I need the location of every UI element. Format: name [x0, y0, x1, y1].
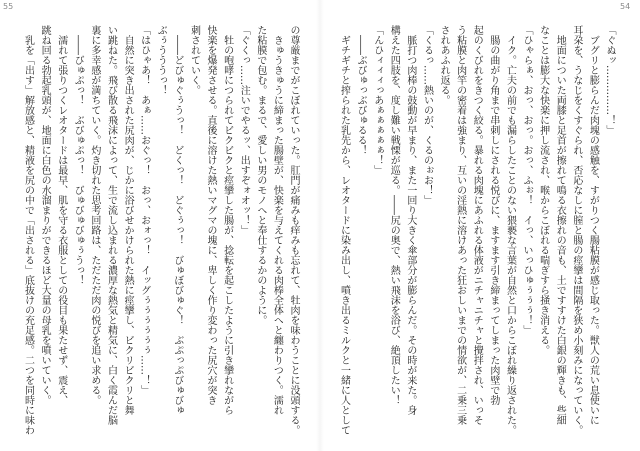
text-column: 起のくびれをきつく絞る。暴れる肉塊にあふれる体液がニチャニチャと攪拌され、いっそ [471, 25, 483, 425]
text-column: ぶぅうううっ！ [155, 25, 167, 95]
text-column: 「ぐくっ……注いでやるッ、出すぞォオッ！」 [238, 25, 250, 235]
page-left [18, 25, 301, 439]
text-column: い跳ねた。飛び散る飛沫によって、生で流し込まれる濃厚な熱気と精気に、白く霞んだ脳 [105, 25, 117, 425]
text-column: 「ひゃらぁ、おっ、おっ。おっ、ふぉ！ イっ、いっひゅぅぅぅ！」 [521, 25, 533, 335]
text-column: 自然に突き出された尻肉が、じかに浴びせかけられた熱に痙攣し、ビクリビクリと舞 [122, 25, 134, 415]
text-column: きゅうきゅうに締まった腸壁が、快楽を与えてくれる肉棒全体へと纏わりつく。濡れ [271, 25, 283, 415]
text-column: 裏に多幸感が満ちていく。灼き切れた思考回路は、ただただ肉の悦びを追い求める。 [88, 25, 100, 405]
text-column: されあふれ返る。 [438, 25, 450, 105]
page-gutter [316, 0, 324, 451]
text-column: 地面についた両膝と足首が擦れて鳴る衣擦れの音も、土ですすけた白銀の輝きも、些細 [554, 25, 566, 425]
text-column: 構えた四肢を、度し難い戦慄が巡る。――尻の奥で、熱い飛沫を浴び、絶頂したい！ [388, 25, 400, 405]
text-column: 乳を「出す」解放感と、精液を尻の中で「出される」底抜けの充足感。二つを同時に味わ [22, 25, 34, 435]
text-column: 腸の曲がり角まで串刺しにされる悦びに、ますます引き締まってしまった肉壁で勃 [487, 25, 499, 405]
page-number-left: 55 [3, 2, 14, 11]
text-column: ――びゅぷっ！ ぶびゅぷっ！ びゅびゅびゅぅうっ！ [72, 25, 84, 285]
text-column: 「んひィィィっあぁぁぁぁぁ！」 [371, 25, 383, 175]
text-column: ――どびゅぐぅうっ！ どくっ！ どぐぅっ！ びゅぼびゅぐ！ ぶぷっぷびゅびゅ [171, 25, 183, 415]
text-column: ――ぶびゅっぶびゅるる！ [355, 25, 367, 155]
text-column: イク。亡夫の前でも漏らしたことのない猥褻な言葉が自然と口からこぼれ繰り返された。 [504, 25, 516, 435]
text-column: 刺されていく。 [188, 25, 200, 95]
text-column: ブグリと膨らんだ肉塊の感触を、すがりつく腸粘膜が感じ取った。獣人の荒い息使いに [587, 25, 599, 425]
text-column: 「くるっ……熱いのが、くるのぉお！」 [421, 25, 433, 205]
text-column: 快楽を爆発させる。直後に溶けた熱いマグマの塊に、卑しく作り変わった尻穴が突き [205, 25, 217, 405]
text-column: う粘膜と肉竿の密着は強まり、互いの淫熱に溶けあった狂おしいまでの情欲が、二乗三乗 [454, 25, 466, 425]
text-column: なことは膨大な快楽に押し流され、喉からこぼれる喘ぎすら掻き消える。 [537, 25, 549, 355]
text-column: の尊厳までがこぼれていった。肛門が痛みも痒みも忘れて、牡肉を味わうことに没頭する。 [288, 25, 299, 435]
text-column: 牡の咆哮につられてビクビクと痙攣した腸が、捻転を起こしたように引き攣れながら [221, 25, 233, 415]
text-column: 脈打つ肉棒の鼓動が早まり、また一回り大きく傘部分が膨らんだ。その時が来た。身 [404, 25, 416, 415]
page-right [334, 25, 617, 439]
text-column: 「はひゃあ！ あぁ……おぐっ！ おっ、おォっ！ イッグぅぅぅぅぅぅ……！」 [138, 25, 150, 395]
text-column: た粘膜で包む。まるで、愛しい男のモノへと奉仕するかのように。 [254, 25, 266, 325]
text-column: ギチギチと搾られた乳先から、レオタードに染み出し、噴き出るミルクと一緒に人として [338, 25, 350, 435]
text-column: 跳ね回る勃起乳頭が、地面に白色の水溜まりができるほど大量の母乳を噴いていく。 [39, 25, 51, 405]
text-column: 「ぐぬッ……………！」 [604, 25, 615, 135]
text-column: 耳朶を、うなじをくすぐられ、否応なしに膣と腸の痙攣は間隔を狭め小刻みになっていく。 [570, 25, 582, 435]
page-number-right: 54 [620, 2, 631, 11]
text-column: 濡れて張りつくレオタードは最早、肌を守る衣服としての役目も果たせず、震え、 [55, 25, 67, 405]
